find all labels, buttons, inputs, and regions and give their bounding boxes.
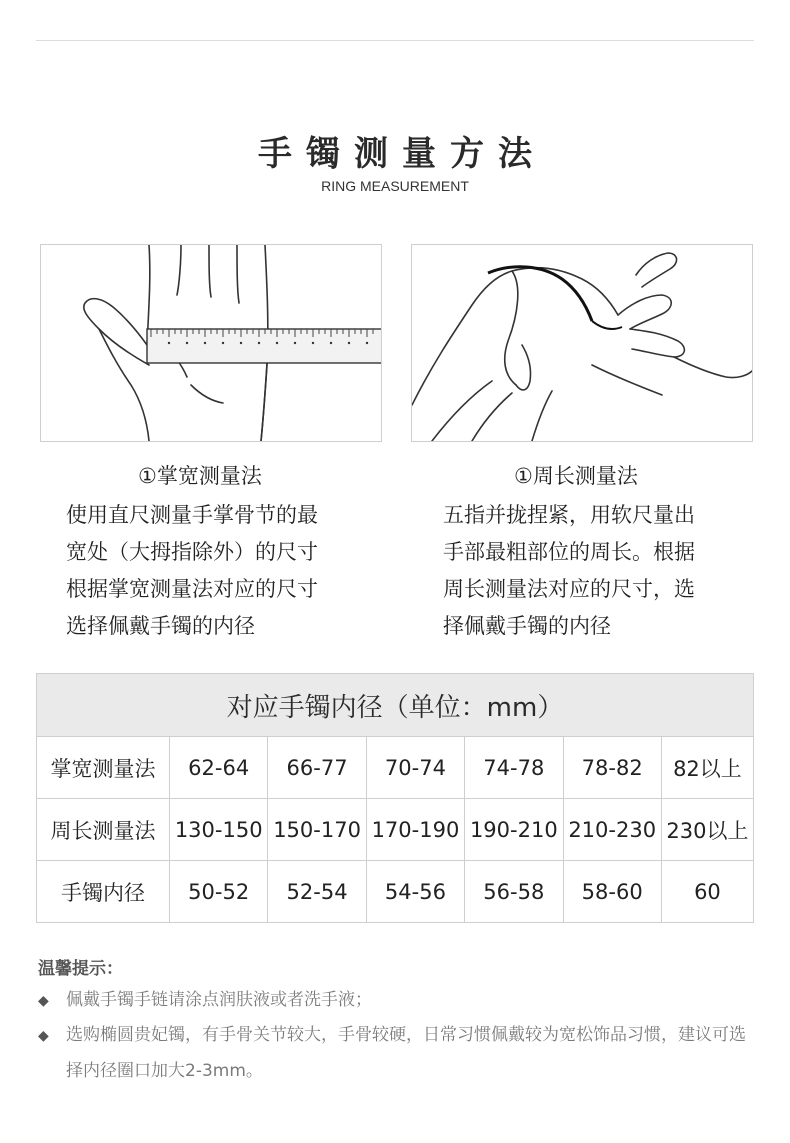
hand-ruler-drawing [41,245,381,441]
table-cell: 62-64 [170,737,268,799]
table-row [37,737,754,799]
page-title: 手镯测量方法 [258,134,546,174]
tip-item [38,982,758,1019]
table-cell: 210-230 [563,799,661,861]
row-label: 掌宽测量法 [37,737,170,799]
palm-method-line: 宽处（大拇指除外）的尺寸 [66,540,318,564]
circumference-method-line: 手部最粗部位的周长。根据 [443,540,695,564]
palm-method-line: 根据掌宽测量法对应的尺寸 [66,577,318,601]
tip-text: 佩戴手镯手链请涂点润肤液或者洗手液； [66,990,372,1010]
table-row [37,861,754,923]
hand-tape-drawing [412,245,752,441]
table-cell: 60 [661,861,753,923]
table-cell: 230以上 [661,799,753,861]
table-cell: 58-60 [563,861,661,923]
palm-width-illustration [40,244,382,442]
table-row [37,799,754,861]
table-cell: 66-77 [268,737,366,799]
palm-method-title: ①掌宽测量法 [138,464,262,488]
table-cell: 130-150 [170,799,268,861]
circumference-method-line: 择佩戴手镯的内径 [443,614,611,638]
table-cell: 54-56 [366,861,464,923]
table-cell: 70-74 [366,737,464,799]
table-heading: 对应手镯内径（单位：mm） [37,674,754,737]
tips-title: 温馨提示： [38,959,123,979]
table-cell: 52-54 [268,861,366,923]
table-cell: 78-82 [563,737,661,799]
tip-text: 选购椭圆贵妃镯，有手骨关节较大，手骨较硬，日常习惯佩戴较为宽松饰品习惯，建议可选择内径圈口加大2-3mm。 [66,1025,746,1081]
page-subtitle: RING MEASUREMENT [321,178,469,194]
row-label: 周长测量法 [37,799,170,861]
circumference-method-line: 周长测量法对应的尺寸，选 [443,577,695,601]
table-cell: 170-190 [366,799,464,861]
table-cell: 150-170 [268,799,366,861]
circumference-method-title: ①周长测量法 [514,464,638,488]
circumference-method-line: 五指并拢捏紧，用软尺量出 [443,503,695,527]
table-cell: 74-78 [465,737,563,799]
diamond-bullet-icon: ◆ [38,993,49,1009]
palm-method-description [66,497,366,645]
tip-item [38,1017,758,1089]
top-divider [36,40,754,41]
table-heading-row [37,674,754,737]
diamond-bullet-icon: ◆ [38,1028,49,1044]
circumference-illustration [411,244,753,442]
table-cell: 50-52 [170,861,268,923]
row-label: 手镯内径 [37,861,170,923]
circumference-method-description [443,497,743,645]
palm-method-line: 使用直尺测量手掌骨节的最 [66,503,318,527]
size-table [36,673,754,923]
table-cell: 56-58 [465,861,563,923]
table-cell: 190-210 [465,799,563,861]
palm-method-line: 选择佩戴手镯的内径 [66,614,255,638]
table-cell: 82以上 [661,737,753,799]
